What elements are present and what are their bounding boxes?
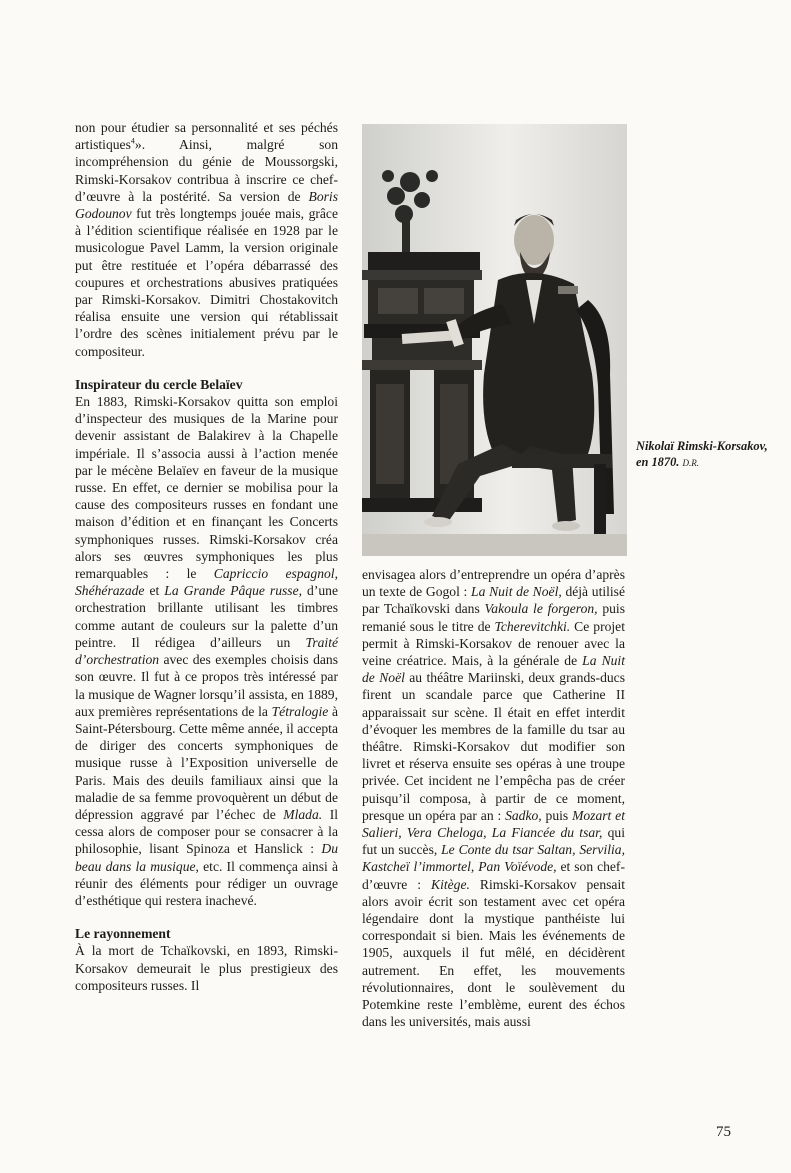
page-number: 75 <box>716 1124 731 1140</box>
work-title: La Grande Pâque russe, <box>164 583 303 599</box>
work-title: Kitège. <box>431 876 470 892</box>
text-run: non pour étudier sa personnalité et ses péchés artistiques <box>75 120 338 153</box>
work-title: Le Conte du tsar Saltan, Servilia, Kastcheï l’immortel, Pan Voïévode, <box>362 842 625 875</box>
section-heading-rayonnement: Le rayonnement <box>75 926 171 942</box>
photo-caption <box>636 438 784 471</box>
text-run: et <box>144 583 165 599</box>
text-run: , <box>334 566 338 582</box>
text-run: puis <box>541 807 573 823</box>
section-heading-belaiev: Inspirateur du cercle Belaïev <box>75 376 243 392</box>
text-run: qui fut un succès, <box>362 825 625 858</box>
text-run: fut très longtemps jouée mais, grâce à l’édition scientifique réalisée en 1928 par le musicologue Pavel Lamm, la version originale put être restituée et l’opéra débarrassé des coupures et orchestrations abusives pratiquées par Rimski-Korsakov. Dimitri Chostakovitch réalisa ensuite une version qui rétablissait l’ordre des scènes initialement prévu par le compositeur. <box>75 206 338 359</box>
footnote-ref[interactable]: 4 <box>130 136 135 146</box>
text-run: et son chef-d’œuvre : <box>362 859 625 892</box>
portrait-illustration <box>362 124 627 556</box>
work-title: La Nuit de Noël, <box>471 584 562 600</box>
work-title: Mlada. <box>283 806 323 822</box>
text-run: ». Ainsi, malgré son incompréhension du génie de Moussorgski, Rimski-Korsakov contribua à inscrire ce chef-d’œuvre à la postérité. Sa version de <box>75 137 338 204</box>
work-title: Tétralogie <box>271 703 329 719</box>
work-title: Boris Godounov <box>75 188 338 222</box>
text-run: d’une orchestration brillante utilisant les timbres comme autant de couleurs sur la palette d’un peintre. Il rédigea d’ailleurs un <box>75 583 338 650</box>
work-title: Shéhérazade <box>75 583 145 599</box>
right-column <box>362 566 625 1030</box>
left-column <box>75 119 338 994</box>
continuation-paragraph <box>362 566 625 1030</box>
work-title: Capriccio espagnol <box>213 566 335 582</box>
work-title: Sadko, <box>505 807 542 823</box>
work-title: Traité d’orchestration <box>75 634 338 668</box>
caption-date-line <box>636 454 784 471</box>
text-run: , etc. Il commença ainsi à réunir des éléments pour rédiger un ouvrage d’esthétique qui restera inachevé. <box>75 858 338 908</box>
caption-name: Nikolaï Rimski-Korsakov, <box>636 439 768 453</box>
portrait-photo <box>362 124 627 556</box>
text-run: à Saint-Pétersbourg. Cette même année, il accepta de diriger des concerts symphoniques de musique russe à l’Exposition universelle de Paris. Mais des deuils familiaux ainsi que la maladie de sa femme provoquèrent un début de dépression aggravé par l’échec de <box>75 703 338 822</box>
text-run: Il cessa alors de composer pour se consacrer à la philosophie, lisant Spinoza et Hanslick : <box>75 806 338 857</box>
work-title: Mozart et Salieri, Vera Cheloga, La Fiancée du tsar, <box>362 807 625 841</box>
text-run: envisagea alors d’entreprendre un opéra d’après un texte de Gogol : <box>362 567 625 600</box>
rayonnement-paragraph: À la mort de Tchaïkovski, en 1893, Rimski-Korsakov demeurait le plus prestigieux des compositeurs russes. Il <box>75 943 338 993</box>
text-run: au théâtre Mariinski, deux grands-ducs firent un scandale parce que Catherine II apparaissait sur scène. Il était en effet interdit d’évoquer les membres de la famille du tsar au théâtre. Rimski-Korsakov dut modifier son livret et réserva ensuite ses opéras à une troupe privée. Cet incident ne l’empêcha pas de créer puisqu’il composa, à partir de ce moment, presque un opéra par an : <box>362 670 625 823</box>
text-run: Ce projet permit à Rimski-Korsakov de renouer avec la veine créatrice. Mais, à la générale de <box>362 618 625 669</box>
caption-date: en 1870. <box>636 455 680 469</box>
text-run: En 1883, Rimski-Korsakov quitta son emploi d’inspecteur des musiques de la Marine pour devenir assistant de Balakirev à la Chapelle impériale. Il s’associa aussi à l’action menée par le mécène Belaïev en faveur de la musique russe. En effet, ce dernier se mobilisa pour la cause des compositeurs russes en fondant une maison d’édition et en finançant les Concerts symphoniques russes. Rimski-Korsakov créa alors ses œuvres symphoniques les plus remarquables : le <box>75 394 338 582</box>
belaiev-paragraph <box>75 393 338 909</box>
work-title: Du beau dans la musique <box>75 841 338 874</box>
text-run: Rimski-Korsakov pensait alors avoir écrit son testament avec cet opéra légendaire dont la mystique panthéiste lui correspondait si bien. Mais les événements de 1905, auxquels il fut mêlé, en décidèrent autrement. En effet, les mouvements révolutionnaires, dont le soulèvement du Potemkine reste l’emblème, eurent des échos dans les universités, mais aussi <box>362 876 626 1030</box>
text-run: déjà utilisé par Tchaïkovski dans <box>362 584 625 617</box>
text-run: puis remanié sous le titre de <box>362 601 625 634</box>
work-title: Tcherevitchki. <box>494 618 571 634</box>
work-title: La Nuit de Noël <box>362 653 625 686</box>
intro-paragraph <box>75 119 338 360</box>
photo-credit: D.R. <box>682 458 699 468</box>
work-title: Vakoula le forgeron, <box>484 601 598 617</box>
text-run: avec des exemples choisis dans son œuvre. Il fut à ce propos très intéressé par la musique de Wagner lorsqu’il assista, en 1889, aux premières représentations de la <box>75 652 338 719</box>
